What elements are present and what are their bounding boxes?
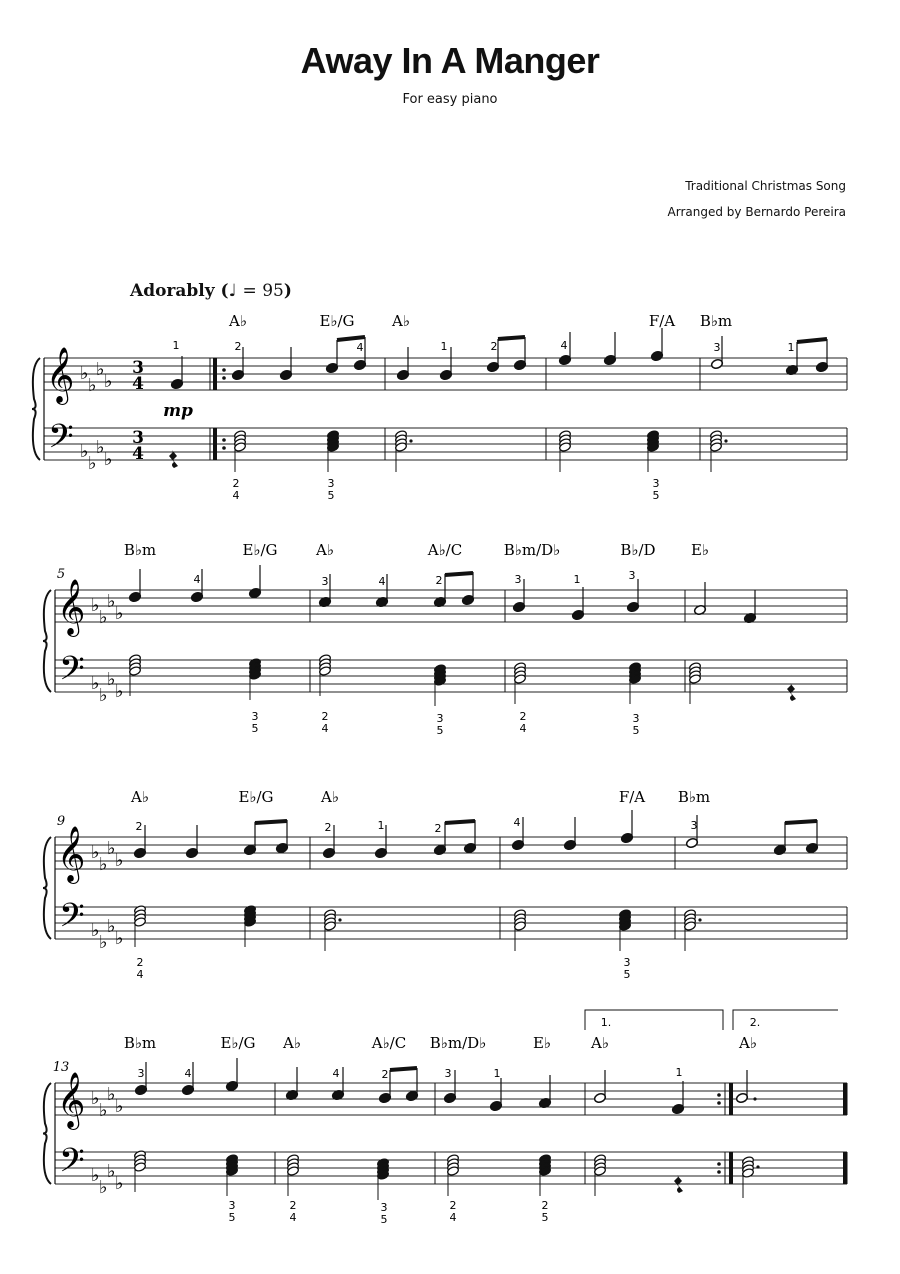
time-signature-bottom: 4	[132, 374, 144, 394]
repeat-dot	[717, 1093, 721, 1097]
chord-symbol: A♭	[392, 312, 410, 330]
fingering-treble: 2	[381, 1068, 389, 1081]
fingering-treble: 1	[172, 339, 180, 352]
fingering-bass: 4	[449, 1211, 457, 1224]
fingering-bass: 4	[321, 722, 329, 735]
score-subtitle: For easy piano	[402, 92, 498, 107]
flat-sign-icon: ♭	[80, 363, 89, 384]
time-signature-top: 3	[132, 428, 144, 448]
fingering-bass: 5	[327, 489, 335, 502]
chord-symbol: B♭m	[123, 541, 157, 559]
fingering-treble: 4	[513, 816, 521, 829]
fingering-treble: 3	[713, 341, 721, 354]
measure-number: 13	[52, 1060, 70, 1075]
quarter-rest-icon	[169, 450, 178, 468]
grand-staff-brace	[32, 358, 40, 460]
flat-sign-icon: ♭	[88, 375, 97, 396]
flat-sign-icon: ♭	[91, 673, 100, 694]
repeat-dot	[717, 1170, 721, 1174]
flat-sign-icon: ♭	[99, 932, 108, 953]
chord-symbol: E♭/G	[220, 1034, 256, 1052]
fingering-treble: 3	[321, 575, 329, 588]
fingering-bass: 3	[380, 1201, 388, 1214]
fingering-treble: 4	[560, 339, 568, 352]
beam	[255, 821, 287, 823]
chord-symbol: E♭/G	[242, 541, 278, 559]
final-barline	[843, 1152, 847, 1184]
beam	[498, 337, 525, 339]
chord-symbol: B♭m/D♭	[503, 541, 561, 559]
fingering-treble: 2	[435, 574, 443, 587]
fingering-treble: 2	[434, 822, 442, 835]
flat-sign-icon: ♭	[104, 371, 113, 392]
beam	[445, 573, 473, 575]
fingering-treble: 1	[675, 1066, 683, 1079]
fingering-treble: 2	[324, 821, 332, 834]
chord-symbol: B♭m/D♭	[429, 1034, 487, 1052]
repeat-dot	[222, 376, 226, 380]
grand-staff-brace	[43, 837, 51, 939]
chord-symbol: E♭	[690, 541, 710, 559]
fingering-bass: 3	[327, 477, 335, 490]
fingering-bass: 5	[436, 724, 444, 737]
grand-staff-brace	[43, 590, 51, 692]
flat-sign-icon: ♭	[107, 669, 116, 690]
tempo-value: = 95	[242, 281, 284, 301]
flat-sign-icon: ♭	[115, 928, 124, 949]
augmentation-dot	[756, 1165, 759, 1168]
fingering-treble: 2	[490, 340, 498, 353]
chord-symbol: A♭	[316, 541, 334, 559]
bass-clef-icon: 𝄢	[48, 418, 74, 464]
augmentation-dot	[724, 439, 727, 442]
treble-clef-icon: 𝄞	[57, 1072, 86, 1128]
chord-symbol: A♭	[131, 788, 149, 806]
flat-sign-icon: ♭	[107, 916, 116, 937]
flat-sign-icon: ♭	[107, 1084, 116, 1105]
repeat-end-thick	[729, 1083, 733, 1115]
repeat-start-thick	[213, 428, 217, 460]
fingering-treble: 4	[378, 575, 386, 588]
fingering-treble: 4	[184, 1067, 192, 1080]
tempo-text: Adorably	[130, 281, 215, 301]
flat-sign-icon: ♭	[96, 437, 105, 458]
fingering-bass: 3	[436, 712, 444, 725]
beam	[785, 821, 817, 823]
flat-sign-icon: ♭	[107, 591, 116, 612]
fingering-treble: 3	[514, 573, 522, 586]
fingering-bass: 2	[232, 477, 240, 490]
fingering-bass: 2	[519, 710, 527, 723]
treble-clef-icon: 𝄞	[57, 579, 86, 635]
chord-symbol: F/A	[648, 312, 676, 330]
fingering-bass: 2	[449, 1199, 457, 1212]
fingering-bass: 3	[632, 712, 640, 725]
flat-sign-icon: ♭	[107, 1161, 116, 1182]
augmentation-dot	[409, 439, 412, 442]
tempo-marking: Adorably (♩ = 95)	[130, 281, 292, 301]
repeat-dot	[222, 446, 226, 450]
flat-sign-icon: ♭	[91, 595, 100, 616]
flat-sign-icon: ♭	[115, 603, 124, 624]
repeat-dot	[222, 438, 226, 442]
fingering-treble: 4	[356, 341, 364, 354]
beam	[337, 337, 365, 340]
bass-clef-icon: 𝄢	[59, 897, 85, 943]
fingering-treble: 2	[135, 820, 143, 833]
fingering-bass: 2	[136, 956, 144, 969]
chord-symbol: B♭m	[677, 788, 711, 806]
flat-sign-icon: ♭	[91, 1088, 100, 1109]
chord-symbol: A♭/C	[371, 1034, 407, 1052]
fingering-bass: 3	[251, 710, 259, 723]
chord-symbol: B♭/D	[620, 541, 656, 559]
flat-sign-icon: ♭	[99, 1177, 108, 1198]
flat-sign-icon: ♭	[91, 1165, 100, 1186]
fingering-bass: 4	[232, 489, 240, 502]
fingering-treble: 3	[628, 569, 636, 582]
fingering-bass: 3	[228, 1199, 236, 1212]
quarter-note-icon: ♩	[228, 281, 237, 301]
chord-symbol: A♭	[229, 312, 247, 330]
fingering-bass: 2	[541, 1199, 549, 1212]
flat-sign-icon: ♭	[107, 838, 116, 859]
flat-sign-icon: ♭	[115, 681, 124, 702]
flat-sign-icon: ♭	[99, 854, 108, 875]
treble-clef-icon: 𝄞	[46, 347, 75, 403]
fingering-bass: 2	[289, 1199, 297, 1212]
fingering-bass: 3	[652, 477, 660, 490]
fingering-bass: 5	[541, 1211, 549, 1224]
flat-sign-icon: ♭	[115, 850, 124, 871]
composer-credit: Traditional Christmas Song	[685, 179, 846, 193]
fingering-bass: 5	[228, 1211, 236, 1224]
grand-staff-brace	[43, 1083, 51, 1184]
augmentation-dot	[753, 1097, 756, 1100]
fingering-bass: 5	[251, 722, 259, 735]
bass-clef-icon: 𝄢	[59, 650, 85, 696]
fingering-bass: 5	[380, 1213, 388, 1226]
chord-symbol: E♭	[532, 1034, 552, 1052]
repeat-start-thick	[213, 358, 217, 390]
volta-label-2: 2.	[749, 1016, 761, 1029]
bass-clef-icon: 𝄢	[59, 1142, 85, 1188]
arranger-credit: Arranged by Bernardo Pereira	[667, 205, 846, 219]
beam	[390, 1068, 417, 1070]
chord-symbol: B♭m	[123, 1034, 157, 1052]
fingering-treble: 1	[440, 340, 448, 353]
augmentation-dot	[338, 918, 341, 921]
measure-number: 5	[56, 567, 66, 582]
fingering-treble: 2	[234, 340, 242, 353]
flat-sign-icon: ♭	[115, 1173, 124, 1194]
chord-symbol: A♭	[591, 1034, 609, 1052]
volta-label-1: 1.	[600, 1016, 612, 1029]
augmentation-dot	[698, 918, 701, 921]
chord-symbol: A♭	[283, 1034, 301, 1052]
measure-number: 9	[56, 814, 66, 829]
fingering-treble: 4	[193, 573, 201, 586]
repeat-dot	[717, 1101, 721, 1105]
fingering-bass: 5	[623, 968, 631, 981]
chord-symbol: A♭	[739, 1034, 757, 1052]
treble-clef-icon: 𝄞	[57, 826, 86, 882]
flat-sign-icon: ♭	[99, 685, 108, 706]
fingering-treble: 3	[444, 1067, 452, 1080]
fingering-treble: 3	[690, 819, 698, 832]
flat-sign-icon: ♭	[104, 449, 113, 470]
score-title: Away In A Manger	[300, 40, 600, 81]
fingering-bass: 3	[623, 956, 631, 969]
flat-sign-icon: ♭	[96, 359, 105, 380]
flat-sign-icon: ♭	[99, 1100, 108, 1121]
fingering-treble: 1	[787, 341, 795, 354]
chord-symbol: B♭m	[699, 312, 733, 330]
repeat-dot	[717, 1162, 721, 1166]
fingering-bass: 5	[632, 724, 640, 737]
chord-symbol: F/A	[618, 788, 646, 806]
fingering-treble: 3	[137, 1067, 145, 1080]
chord-symbol: E♭/G	[319, 312, 355, 330]
fingering-bass: 4	[136, 968, 144, 981]
flat-sign-icon: ♭	[80, 441, 89, 462]
fingering-bass: 4	[519, 722, 527, 735]
beam	[445, 821, 475, 823]
fingering-bass: 2	[321, 710, 329, 723]
chord-symbol: A♭/C	[427, 541, 463, 559]
chord-symbol: A♭	[321, 788, 339, 806]
repeat-dot	[222, 368, 226, 372]
flat-sign-icon: ♭	[91, 920, 100, 941]
fingering-treble: 1	[377, 819, 385, 832]
time-signature-top: 3	[132, 358, 144, 378]
flat-sign-icon: ♭	[99, 607, 108, 628]
flat-sign-icon: ♭	[115, 1096, 124, 1117]
final-barline	[843, 1083, 847, 1115]
fingering-treble: 4	[332, 1067, 340, 1080]
time-signature-bottom: 4	[132, 444, 144, 464]
beam	[797, 339, 827, 342]
chord-symbol: E♭/G	[238, 788, 274, 806]
fingering-treble: 1	[493, 1067, 501, 1080]
flat-sign-icon: ♭	[88, 453, 97, 474]
repeat-end-thick	[729, 1152, 733, 1184]
fingering-treble: 1	[573, 573, 581, 586]
flat-sign-icon: ♭	[91, 842, 100, 863]
fingering-bass: 4	[289, 1211, 297, 1224]
fingering-bass: 5	[652, 489, 660, 502]
volta-bracket-2	[733, 1010, 838, 1030]
dynamic-marking: mp	[163, 401, 193, 421]
